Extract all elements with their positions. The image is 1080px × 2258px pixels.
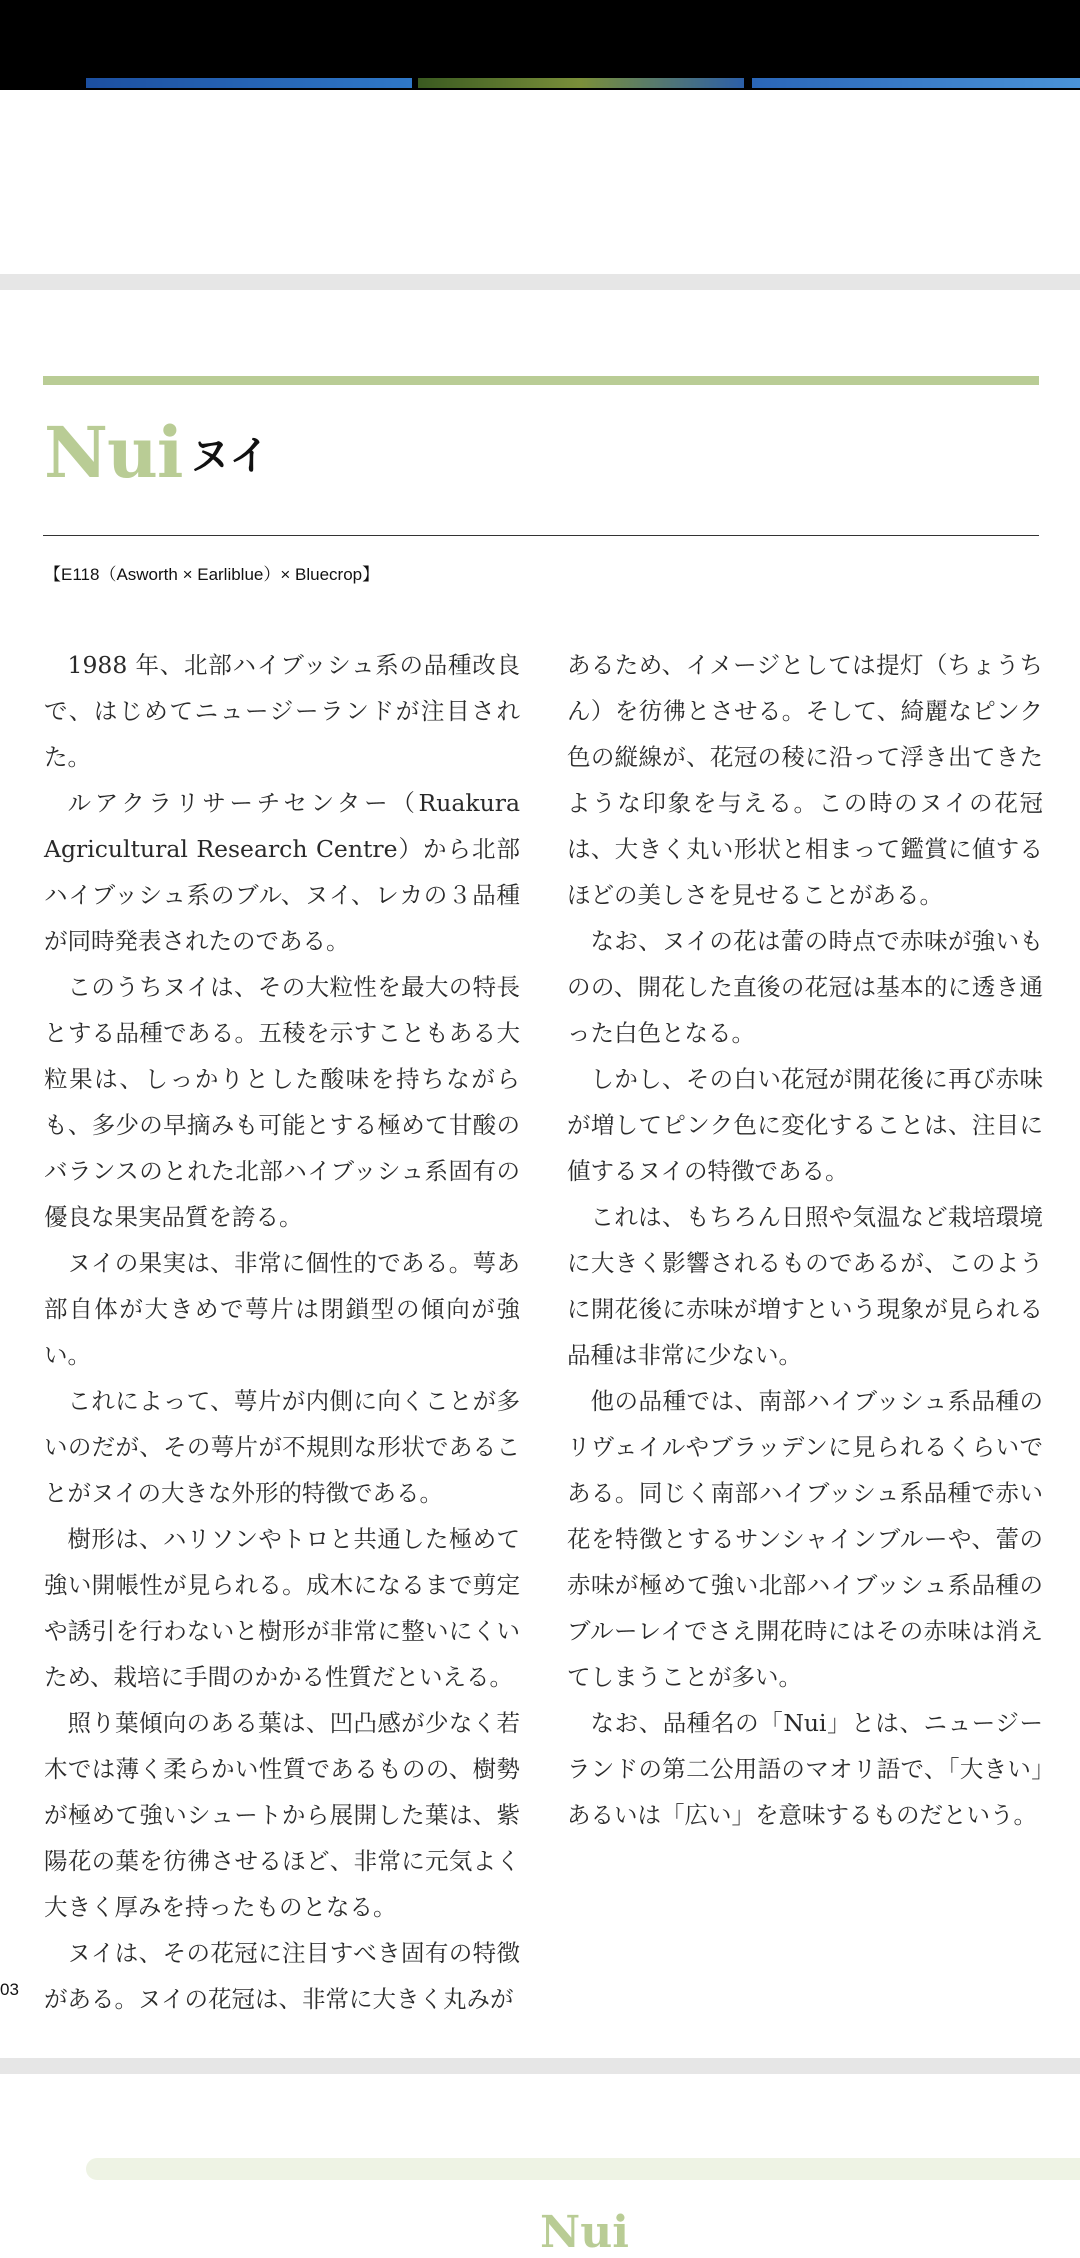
paragraph: ヌイは、その花冠に注目すべき固有の特徴がある。ヌイの花冠は、非常に大きく丸みが xyxy=(44,1939,520,2013)
next-page-top xyxy=(0,2074,1080,2258)
next-page-accent-band xyxy=(86,2158,1080,2180)
paragraph: このうちヌイは、その大粒性を最大の特長とする品種である。五稜を示すこともある大粒果は、しっかりとした酸味を持ちながらも、多少の早摘みも可能とする極めて甘酸のバランスのとれた北部ハイブッシュ系固有の優良な果実品質を誇る。 xyxy=(44,973,520,1231)
next-page-title: Nui xyxy=(540,2207,629,2258)
paragraph: なお、品種名の「Nui」とは、ニュージーランドの第二公用語のマオリ語で、「大きい」あるいは「広い」を意味するものだという。 xyxy=(567,1709,1043,1829)
paragraph: 1988 年、北部ハイブッシュ系の品種改良で、はじめてニュージーランドが注目された。 xyxy=(44,651,520,771)
page-number: 03 xyxy=(0,1980,19,1999)
paragraph: ルアクラリサーチセンター（Ruakura Agricultural Research Centre）から北部ハイブッシュ系のブル、ヌイ、レカの３品種が同時発表されたのである。 xyxy=(44,789,520,955)
pedigree-label: 【E118（Asworth × Earliblue）× Bluecrop】 xyxy=(44,565,380,584)
paragraph: ヌイの果実は、非常に個性的である。萼あ部自体が大きめで萼片は閉鎖型の傾向が強い。 xyxy=(44,1249,520,1369)
variety-title-english: Nui xyxy=(44,411,183,494)
paragraph: 他の品種では、南部ハイブッシュ系品種のリヴェイルやブラッデンに見られるくらいである。同じく南部ハイブッシュ系品種で赤い花を特徴とするサンシャインブルーや、蕾の赤味が極めて強い北部ハイブッシュ系品種のブルーレイでさえ開花時にはその赤味は消えてしまうことが多い。 xyxy=(567,1387,1043,1691)
title-accent-rule xyxy=(43,376,1039,385)
page-separator xyxy=(0,274,1080,290)
previous-page-image-strip-3 xyxy=(752,78,1080,88)
left-text-column xyxy=(44,642,520,2022)
paragraph: これは、もちろん日照や気温など栽培環境に大きく影響されるものであるが、このように開花後に赤味が増すという現象が見られる品種は非常に少ない。 xyxy=(567,1203,1043,1369)
paragraph: 照り葉傾向のある葉は、凹凸感が少なく若木では薄く柔らかい性質であるものの、樹勢が極めて強いシュートから展開した葉は、紫陽花の葉を彷彿させるほど、非常に元気よく大きく厚みを持ったものとなる。 xyxy=(44,1709,520,1921)
paragraph: 樹形は、ハリソンやトロと共通した極めて強い開帳性が見られる。成木になるまで剪定や誘引を行わないと樹形が非常に整いにくいため、栽培に手間のかかる性質だといえる。 xyxy=(44,1525,520,1691)
previous-page-image-strip-1 xyxy=(86,78,412,88)
previous-page-image-strip-2 xyxy=(418,78,744,88)
paragraph: これによって、萼片が内側に向くことが多いのだが、その萼片が不規則な形状であることがヌイの大きな外形的特徴である。 xyxy=(44,1387,520,1507)
previous-page-bottom xyxy=(0,0,1080,90)
page-separator xyxy=(0,2058,1080,2074)
title-underline xyxy=(43,535,1039,536)
paragraph: しかし、その白い花冠が開花後に再び赤味が増してピンク色に変化することは、注目に値するヌイの特徴である。 xyxy=(567,1065,1043,1185)
paragraph-continued: あるため、イメージとしては提灯（ちょうちん）を彷彿とさせる。そして、綺麗なピンク色の縦線が、花冠の稜に沿って浮き出てきたような印象を与える。この時のヌイの花冠は、大きく丸い形状と相まって鑑賞に値するほどの美しさを見せることがある。 xyxy=(567,651,1043,909)
paragraph: なお、ヌイの花は蕾の時点で赤味が強いものの、開花した直後の花冠は基本的に透き通った白色となる。 xyxy=(567,927,1043,1047)
variety-title-japanese: ヌイ xyxy=(190,433,270,479)
right-text-column xyxy=(567,642,1043,1838)
document-page xyxy=(0,290,1080,2058)
